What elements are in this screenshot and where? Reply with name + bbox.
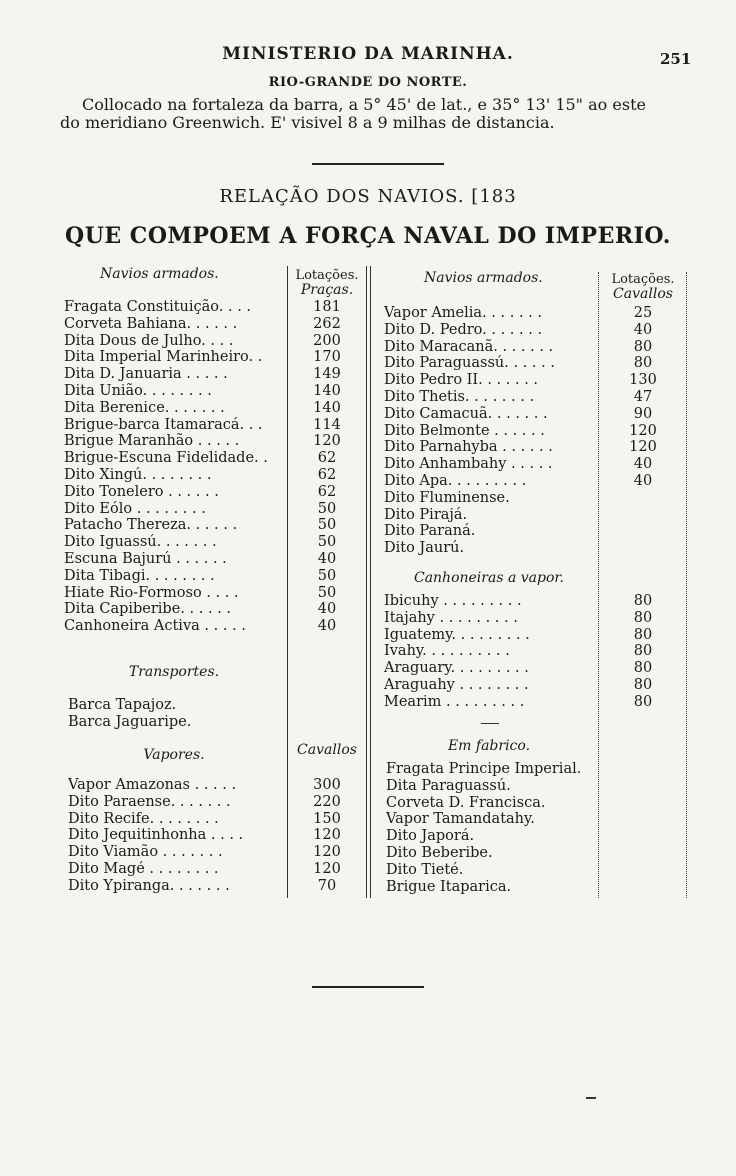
ship-lotacao: 181 (313, 299, 341, 315)
ship-lotacao: 120 (313, 433, 341, 450)
ship-name: Dito Eólo . . . . . . . . (64, 500, 206, 517)
lotacoes-label: Lotações. (611, 272, 675, 287)
ship-name: Dita União. . . . . . . . (64, 382, 212, 399)
ship-name: Iguatemy. . . . . . . . . (384, 626, 530, 643)
ship-cavallos: 90 (633, 405, 653, 422)
ship-lotacao: 50 (317, 567, 337, 584)
ship-cavallos: 130 (629, 372, 657, 389)
ship-name: Patacho Thereza. . . . . . (64, 517, 238, 534)
ship-name: Dito Belmonte . . . . . . (384, 422, 545, 439)
ship-name: Ivahy. . . . . . . . . . (384, 643, 510, 660)
ship-lotacao: 170 (313, 349, 341, 366)
ship-name: Dita D. Januaria . . . . . (64, 366, 228, 383)
transportes-list (68, 697, 284, 731)
ship-name: Dita Dous de Julho. . . . (64, 332, 234, 349)
ship-cavallos: 80 (633, 355, 653, 372)
ship-name: Dita Tibagi. . . . . . . . (64, 567, 215, 584)
ship-name: Corveta Bahiana. . . . . . (64, 315, 238, 332)
ship-lotacao: 40 (317, 550, 337, 567)
canhoneiras-values (603, 593, 683, 711)
vapores-cavallos-header: Cavallos (297, 742, 357, 758)
ship-name: Dito Beberibe. (386, 844, 493, 861)
vapores-header: Vapores. (143, 747, 205, 763)
ship-cavallos (603, 540, 683, 557)
paragraph-line: do meridiano Greenwich. E' visivel 8 a 9 milhas de distancia. (60, 113, 555, 132)
ship-name: Canhoneira Activa . . . . . (64, 618, 246, 635)
right-armados-values (603, 305, 683, 557)
ship-name: Dito Pirajá. (384, 506, 468, 523)
ship-cavallos: 120 (313, 860, 341, 877)
ship-cavallos (603, 507, 683, 524)
page-number: 251 (660, 50, 692, 68)
ship-name: Barca Tapajoz. (68, 697, 177, 713)
ship-name: Brigue Maranhão . . . . . (64, 433, 240, 450)
ship-cavallos: 120 (313, 844, 341, 861)
relacao-subtitle: QUE COMPOEM A FORÇA NAVAL DO IMPERIO. (65, 223, 671, 249)
left-armados-names (64, 299, 284, 635)
ship-name: Araguahy . . . . . . . . (384, 676, 529, 693)
ship-name: Dito Thetis. . . . . . . . (384, 388, 535, 405)
column-divider (686, 272, 687, 898)
relacao-title: RELAÇÃO DOS NAVIOS. [183 (219, 186, 517, 207)
ship-lotacao: 149 (313, 366, 341, 383)
left-navios-armados-header: Navios armados. (100, 266, 219, 282)
ship-lotacao: 262 (313, 315, 341, 332)
section-subheading: RIO-GRANDE DO NORTE. (268, 75, 468, 90)
column-divider (287, 266, 288, 898)
ship-name: Brigue-barca Itamaracá. . . (64, 416, 263, 433)
ship-name: Dito Jequitinhonha . . . . (68, 827, 244, 844)
ship-name: Hiate Rio-Formoso . . . . (64, 584, 239, 601)
ship-lotacao: 40 (317, 601, 337, 618)
transportes-header: Transportes. (128, 664, 220, 680)
ship-name: Dito Ypiranga. . . . . . . (68, 877, 230, 894)
ship-name: Dito Recife. . . . . . . . (68, 810, 219, 827)
ship-name: Dito Paraná. (384, 523, 476, 540)
column-divider-double (366, 266, 371, 898)
ship-cavallos (603, 490, 683, 507)
ship-cavallos: 80 (633, 593, 653, 609)
ship-cavallos: 47 (633, 388, 653, 405)
ship-name: Dito Pedro II. . . . . . . (384, 372, 539, 389)
ship-name: Dito Japorá. (386, 828, 475, 845)
right-navios-armados-header: Navios armados. (424, 270, 543, 286)
right-armados-names (384, 305, 594, 557)
lotacoes-label: Lotações. (295, 268, 359, 283)
ship-cavallos: 40 (633, 456, 653, 473)
ship-cavallos: 40 (633, 321, 653, 338)
ship-lotacao: 114 (313, 416, 341, 433)
ship-lotacao: 62 (317, 450, 337, 467)
ship-cavallos: 80 (633, 660, 653, 677)
ship-lotacao: 50 (317, 517, 337, 534)
em-fabrico-header: Em fabrico. (447, 738, 531, 754)
ship-lotacao: 50 (317, 584, 337, 601)
ship-name: Corveta D. Francisca. (386, 794, 546, 811)
cavallos-label: Cavallos (613, 286, 673, 302)
ship-lotacao: 140 (313, 399, 341, 416)
ship-name: Dita Berenice. . . . . . . (64, 399, 225, 416)
ship-name: Ibicuhy . . . . . . . . . (384, 593, 522, 609)
ship-name: Dito Camacuã. . . . . . . (384, 405, 548, 422)
ship-name: Dita Imperial Marinheiro. . (64, 349, 263, 366)
ship-cavallos: 70 (317, 877, 337, 894)
ship-cavallos: 40 (633, 472, 653, 489)
ship-name: Escuna Bajurú . . . . . . (64, 550, 227, 567)
ship-name: Dito Maracanã. . . . . . . (384, 338, 554, 355)
ship-name: Dito Paraense. . . . . . . (68, 793, 231, 810)
ministry-heading: MINISTERIO DA MARINHA. (222, 44, 514, 64)
ship-cavallos (603, 523, 683, 540)
right-lotacoes-header (603, 272, 683, 302)
ship-name: Dito Xingú. . . . . . . . (64, 466, 212, 483)
ship-name: Barca Jaguaripe. (68, 713, 192, 730)
ship-cavallos: 150 (313, 810, 341, 827)
paragraph-line: Collocado na fortaleza da barra, a 5° 45' de lat., e 35° 13' 15" ao este (82, 95, 646, 114)
ship-lotacao: 140 (313, 382, 341, 399)
ship-name: Dito Paraguassú. . . . . . (384, 355, 555, 372)
ship-cavallos: 25 (633, 305, 653, 321)
ship-name: Dito Apa. . . . . . . . . (384, 472, 527, 489)
ship-name: Vapor Amelia. . . . . . . (384, 305, 542, 321)
ship-lotacao: 62 (317, 466, 337, 483)
ship-cavallos: 80 (633, 626, 653, 643)
ship-name: Dito Anhambahy . . . . . (384, 456, 553, 473)
separator-rule (312, 163, 444, 165)
ship-lotacao: 200 (313, 332, 341, 349)
ship-cavallos: 120 (629, 439, 657, 456)
ship-name: Dito Tieté. (386, 861, 464, 878)
ship-cavallos: 80 (633, 643, 653, 660)
left-lotacoes-header (292, 268, 362, 298)
ship-cavallos: 80 (633, 609, 653, 626)
ship-cavallos: 80 (633, 338, 653, 355)
column-divider (598, 272, 599, 898)
ship-cavallos: 80 (633, 693, 653, 710)
ship-cavallos: 120 (629, 422, 657, 439)
ship-name: Fragata Constituição. . . . (64, 299, 252, 315)
ship-cavallos: 300 (313, 777, 341, 793)
ship-name: Brigue Itaparica. (386, 878, 512, 895)
ship-name: Dita Capiberibe. . . . . . (64, 601, 231, 618)
vapores-names (68, 777, 284, 895)
ship-cavallos: 80 (633, 676, 653, 693)
ship-lotacao: 50 (317, 500, 337, 517)
ship-name: Vapor Tamandatahy. (386, 811, 535, 828)
canhoneiras-header: Canhoneiras a vapor. (413, 570, 565, 586)
left-armados-values (292, 299, 362, 635)
ship-name: Dito Fluminense. (384, 489, 510, 506)
ship-lotacao: 40 (317, 618, 337, 635)
ship-name: Dito Tonelero . . . . . . (64, 483, 219, 500)
ship-name: Araguary. . . . . . . . . (384, 660, 529, 677)
stray-mark (586, 1097, 596, 1099)
ship-cavallos: 220 (313, 793, 341, 810)
ship-name: Fragata Principe Imperial. (386, 761, 582, 777)
em-fabrico-list (386, 761, 596, 895)
ship-lotacao: 62 (317, 483, 337, 500)
pracas-label: Praças. (300, 282, 354, 298)
ship-name: Dito Parnahyba . . . . . . (384, 439, 553, 456)
ship-name: Itajahy . . . . . . . . . (384, 609, 518, 626)
section-dash (481, 723, 499, 724)
ship-name: Dito D. Pedro. . . . . . . (384, 321, 543, 338)
ship-name: Mearim . . . . . . . . . (384, 693, 525, 710)
ship-name: Dito Viamão . . . . . . . (68, 844, 223, 861)
footer-rule (312, 986, 424, 988)
ship-name: Dito Iguassú. . . . . . . (64, 534, 217, 551)
canhoneiras-names (384, 593, 594, 711)
ship-name: Dito Magé . . . . . . . . (68, 860, 219, 877)
ship-cavallos: 120 (313, 827, 341, 844)
ship-name: Vapor Amazonas . . . . . (68, 777, 237, 793)
ship-name: Dito Jaurú. (384, 540, 465, 557)
lighthouse-paragraph (60, 96, 700, 132)
vapores-values (292, 777, 362, 895)
ship-name: Dita Paraguassú. (386, 777, 511, 794)
ship-lotacao: 50 (317, 534, 337, 551)
ship-name: Brigue-Escuna Fidelidade. . (64, 450, 268, 467)
